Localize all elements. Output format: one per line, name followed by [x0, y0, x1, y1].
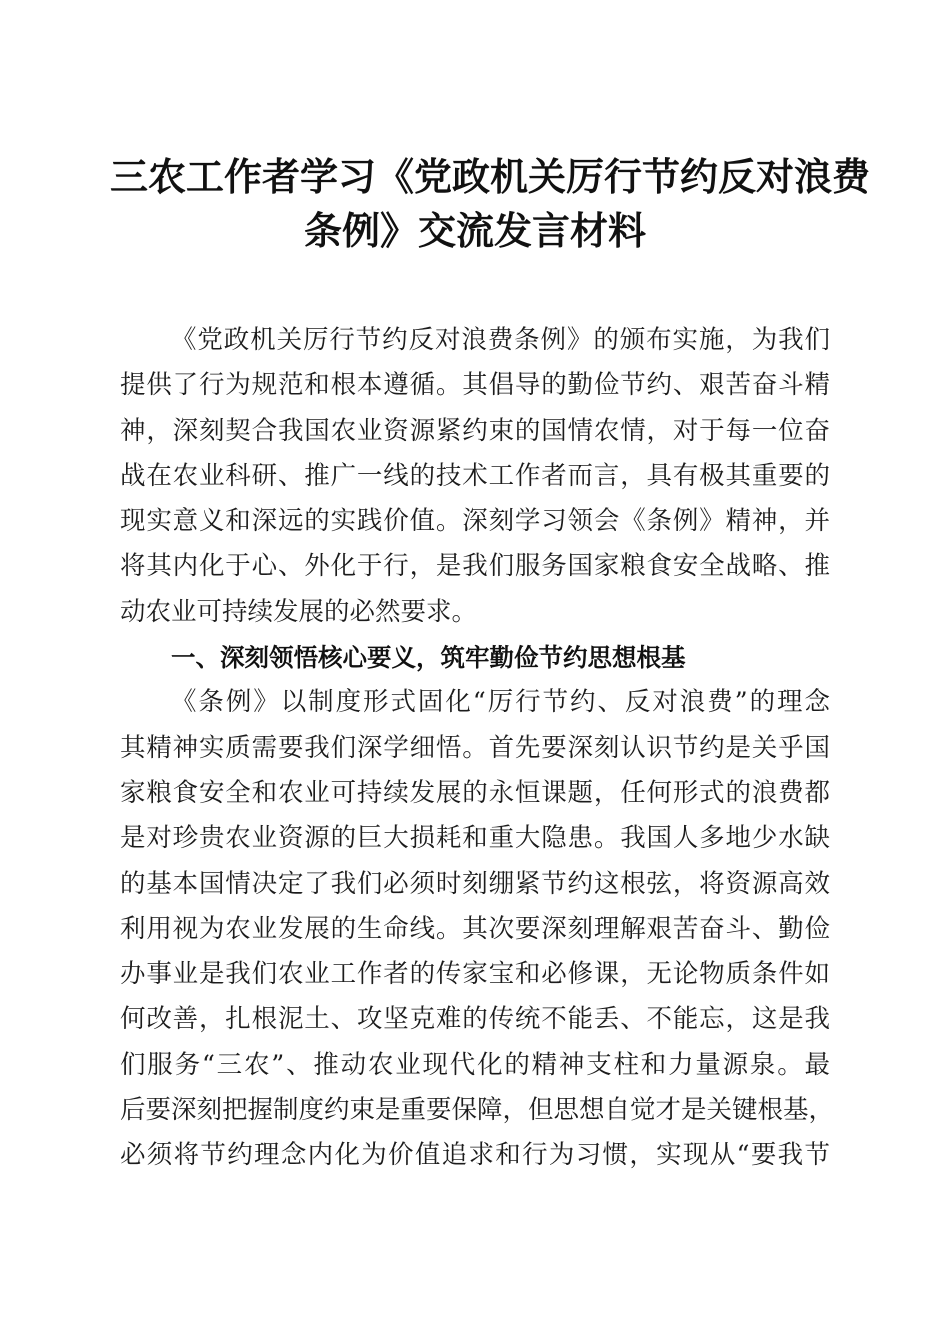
paragraph-line: 是对珍贵农业资源的巨大损耗和重大隐患。我国人多地少水缺: [120, 823, 830, 854]
section-paragraph: [120, 680, 835, 1178]
paragraph-line: 战在农业科研、推广一线的技术工作者而言，具有极其重要的: [120, 460, 830, 491]
paragraph-line: 现实意义和深远的实践价值。深刻学习领会《条例》精神，并: [120, 506, 830, 537]
paragraph-line: 《条例》以制度形式固化“厉行节约、反对浪费”的理念: [171, 687, 830, 718]
title-line-2: 条例》交流发言材料: [303, 209, 646, 253]
paragraph-line: 《党政机关厉行节约反对浪费条例》的颁布实施，为我们: [171, 325, 830, 355]
intro-paragraph: [120, 318, 830, 635]
paragraph-line: 必须将节约理念内化为价值追求和行为习惯，实现从“要我节: [120, 1140, 830, 1171]
document-body: [120, 318, 835, 1179]
paragraph-line: 后要深刻把握制度约束是重要保障，但思想自觉才是关键根基，: [120, 1095, 835, 1126]
paragraph-line: 家粮食安全和农业可持续发展的永恒课题，任何形式的浪费都: [120, 777, 830, 808]
paragraph-line: 何改善，扎根泥土、攻坚克难的传统不能丢、不能忘，这是我: [120, 1004, 830, 1035]
paragraph-line: 提供了行为规范和根本遵循。其倡导的勤俭节约、艰苦奋斗精: [120, 370, 830, 401]
document-title: [110, 150, 871, 258]
paragraph-line: 其精神实质需要我们深学细悟。首先要深刻认识节约是关乎国: [120, 732, 830, 763]
title-line-1: 三农工作者学习《党政机关厉行节约反对浪费: [110, 155, 871, 199]
paragraph-line: 将其内化于心、外化于行，是我们服务国家粮食安全战略、推: [120, 551, 830, 582]
paragraph-line: 神，深刻契合我国农业资源紧约束的国情农情，对于每一位奋: [120, 415, 830, 446]
section-heading: 一、深刻领悟核心要义，筑牢勤俭节约思想根基: [171, 643, 686, 673]
paragraph-line: 们服务“三农”、推动农业现代化的精神支柱和力量源泉。最: [120, 1049, 830, 1080]
paragraph-line: 办事业是我们农业工作者的传家宝和必修课，无论物质条件如: [120, 959, 830, 990]
paragraph-line: 动农业可持续发展的必然要求。: [120, 596, 478, 627]
paragraph-line: 的基本国情决定了我们必须时刻绷紧节约这根弦，将资源高效: [120, 868, 830, 899]
paragraph-line: 利用视为农业发展的生命线。其次要深刻理解艰苦奋斗、勤俭: [120, 913, 830, 944]
